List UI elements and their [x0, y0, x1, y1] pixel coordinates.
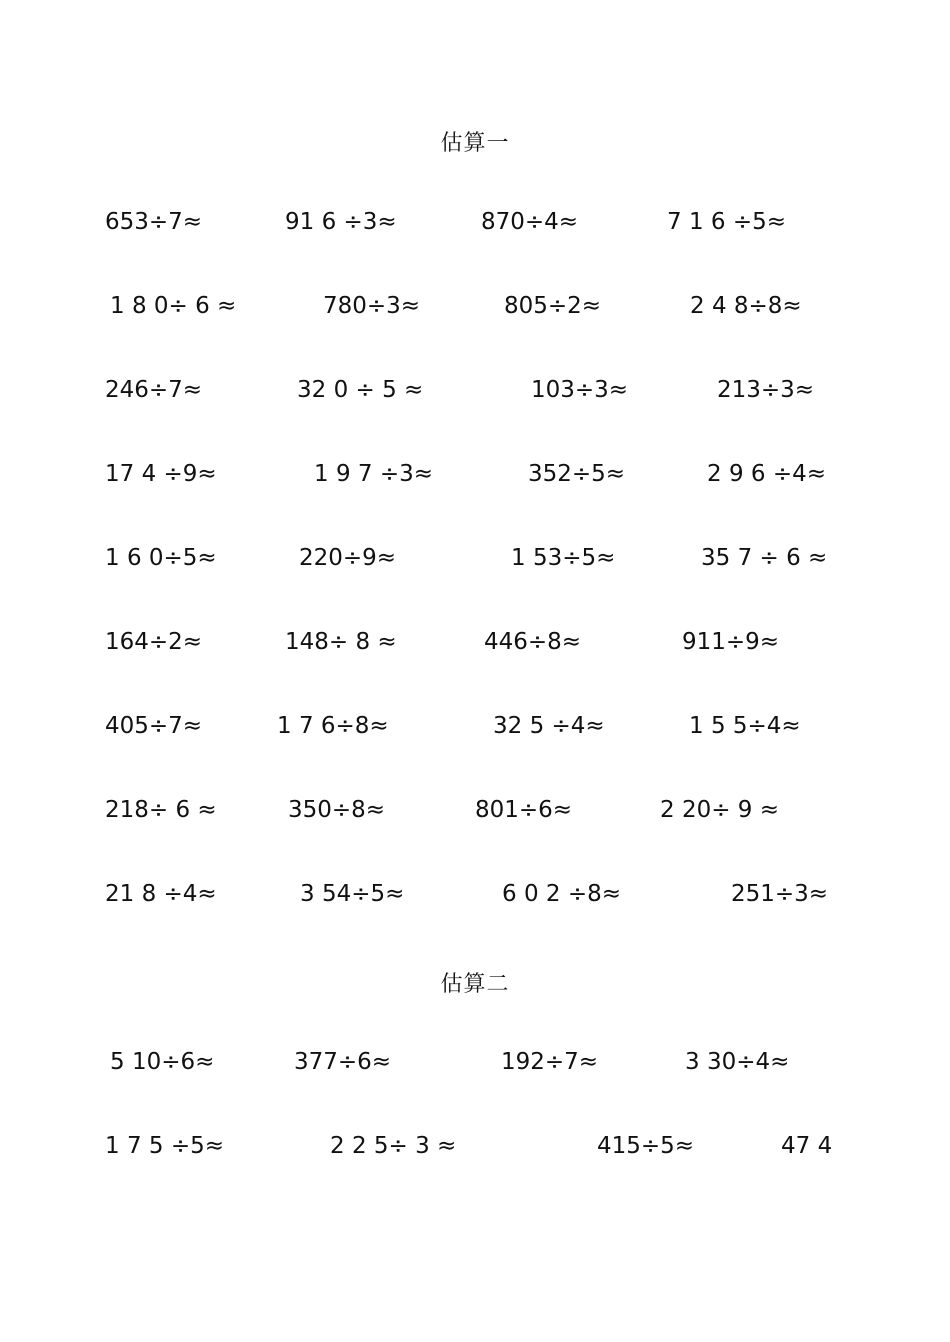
problem: 1 8 0÷ 6 ≈ — [110, 293, 237, 319]
problem: 870÷4≈ — [481, 209, 579, 235]
problem: 1 7 6÷8≈ — [277, 713, 389, 739]
problem: 405÷7≈ — [105, 713, 203, 739]
problem: 47 4 — [781, 1133, 833, 1159]
problem-row — [0, 545, 950, 575]
problem: 246÷7≈ — [105, 377, 203, 403]
section-title-2: 估算二 — [440, 972, 510, 997]
problem: 2 2 5÷ 3 ≈ — [330, 1133, 457, 1159]
problem-row — [0, 713, 950, 743]
problem-row — [0, 1133, 950, 1163]
problem: 3 30÷4≈ — [685, 1049, 790, 1075]
problem: 32 0 ÷ 5 ≈ — [297, 377, 424, 403]
problem: 3 54÷5≈ — [300, 881, 405, 907]
problem: 35 7 ÷ 6 ≈ — [701, 545, 828, 571]
problem-row — [0, 881, 950, 911]
problem: 6 0 2 ÷8≈ — [502, 881, 622, 907]
problem: 192÷7≈ — [501, 1049, 599, 1075]
problem: 218÷ 6 ≈ — [105, 797, 217, 823]
problem: 2 9 6 ÷4≈ — [707, 461, 827, 487]
problem: 2 20÷ 9 ≈ — [660, 797, 780, 823]
problem: 415÷5≈ — [597, 1133, 695, 1159]
problem: 32 5 ÷4≈ — [493, 713, 605, 739]
problem: 350÷8≈ — [288, 797, 386, 823]
problem: 213÷3≈ — [717, 377, 815, 403]
problem: 801÷6≈ — [475, 797, 573, 823]
problem: 653÷7≈ — [105, 209, 203, 235]
problem-row — [0, 461, 950, 491]
problem: 5 10÷6≈ — [110, 1049, 215, 1075]
problem: 251÷3≈ — [731, 881, 829, 907]
problem: 220÷9≈ — [299, 545, 397, 571]
problem: 446÷8≈ — [484, 629, 582, 655]
problem-row — [0, 1049, 950, 1079]
problem: 1 53÷5≈ — [511, 545, 616, 571]
problem: 377÷6≈ — [294, 1049, 392, 1075]
problem: 148÷ 8 ≈ — [285, 629, 397, 655]
problem: 911÷9≈ — [682, 629, 780, 655]
problem: 805÷2≈ — [504, 293, 602, 319]
problem: 91 6 ÷3≈ — [285, 209, 397, 235]
problem: 352÷5≈ — [528, 461, 626, 487]
problem: 1 7 5 ÷5≈ — [105, 1133, 225, 1159]
problem-row — [0, 629, 950, 659]
problem: 2 4 8÷8≈ — [690, 293, 802, 319]
problem-row — [0, 797, 950, 827]
problem-row — [0, 293, 950, 323]
problem: 164÷2≈ — [105, 629, 203, 655]
problem: 1 9 7 ÷3≈ — [314, 461, 434, 487]
problem: 21 8 ÷4≈ — [105, 881, 217, 907]
problem: 780÷3≈ — [323, 293, 421, 319]
problem: 103÷3≈ — [531, 377, 629, 403]
problem: 17 4 ÷9≈ — [105, 461, 217, 487]
problem-row — [0, 209, 950, 239]
problem: 1 6 0÷5≈ — [105, 545, 217, 571]
section-title-1: 估算一 — [440, 131, 510, 156]
problem: 1 5 5÷4≈ — [689, 713, 801, 739]
problem: 7 1 6 ÷5≈ — [667, 209, 787, 235]
problem-row — [0, 377, 950, 407]
